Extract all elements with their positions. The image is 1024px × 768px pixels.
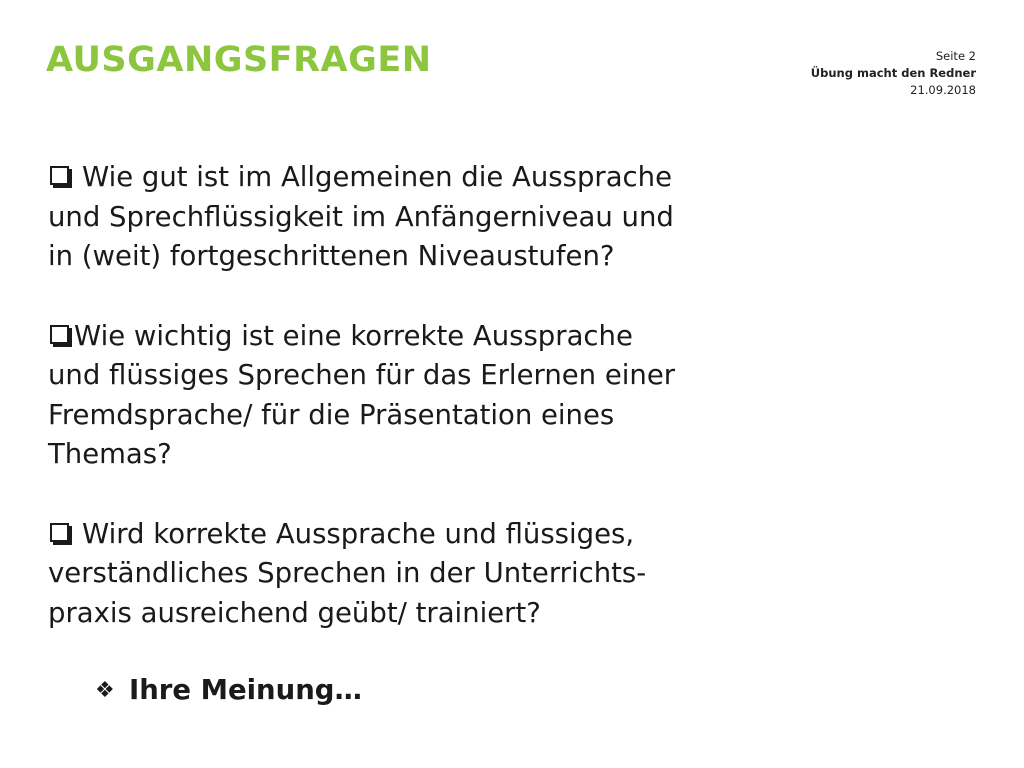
question-line: praxis ausreichend geübt/ trainiert? — [48, 596, 541, 629]
question-line: in (weit) fortgeschrittenen Niveaustufen? — [48, 240, 615, 272]
checkbox-icon — [50, 166, 69, 185]
question-line: Wird korrekte Aussprache und flüssiges, — [48, 515, 828, 555]
checkbox-icon — [50, 523, 69, 542]
question-list — [48, 158, 828, 633]
question-line: Wie gut ist im Allgemeinen die Aussprache — [48, 158, 828, 198]
question-line: verständliches Sprechen in der Unterrichts- — [48, 557, 647, 589]
presentation-date: 21.09.2018 — [910, 83, 976, 97]
four-diamond-icon: ❖ — [95, 678, 115, 703]
question-item — [48, 317, 828, 475]
opinion-prompt — [95, 674, 362, 706]
page-number: Seite 2 — [935, 49, 976, 63]
question-line: Wie wichtig ist eine korrekte Aussprache — [48, 317, 828, 357]
question-line: und flüssiges Sprechen für das Erlernen einer — [48, 359, 676, 391]
slide-meta — [811, 48, 976, 99]
question-line: und Sprechflüssigkeit im Anfängerniveau und — [48, 200, 674, 233]
question-item — [48, 515, 828, 634]
slide-title: AUSGANGSFRAGEN — [46, 40, 432, 80]
question-line: Fremdsprache/ für die Präsentation eines — [48, 398, 615, 431]
opinion-text: Ihre Meinung… — [129, 674, 362, 706]
question-line: Themas? — [48, 438, 172, 470]
checkbox-icon — [50, 325, 69, 344]
question-item — [48, 158, 828, 277]
presentation-subject: Übung macht den Redner — [810, 66, 976, 80]
